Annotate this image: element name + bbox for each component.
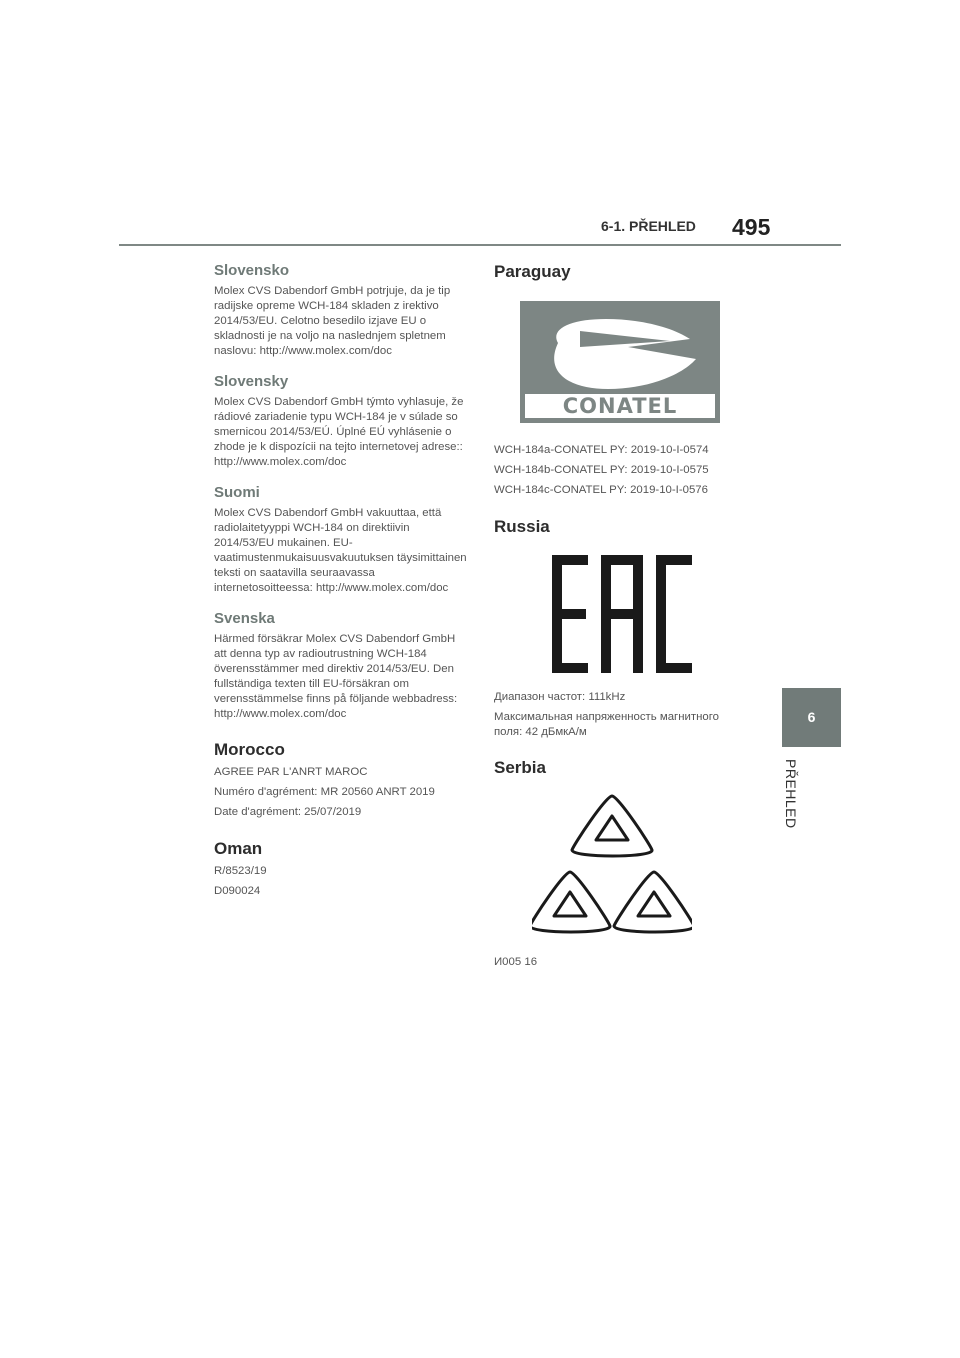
section-text-slovensko: Molex CVS Dabendorf GmbH potrjuje, da je tip radijske opreme WCH-184 skladen z irektivo 2014/53/EU. Celotno besedilo izjave EU o skladnosti je na voljo na naslednjem spletnem naslovu: http://www.molex.com/doc (214, 285, 451, 357)
header-rule (119, 244, 841, 246)
oman-line: D090024 (214, 885, 261, 897)
section-title-russia: Russia (494, 517, 550, 536)
right-column (494, 262, 756, 975)
section-text-suomi: Molex CVS Dabendorf GmbH vakuuttaa, että radiolaitetyyppi WCH-184 on direktiivin 2014/53/EU mukainen. EU-vaatimustenmukaisuusvakuutuksen täysimittainen teksti on saatavilla seuraavassa internetosoitteessa: http://www.molex.com/doc (214, 507, 467, 594)
chapter-tab: 6 (782, 688, 841, 747)
section-text-slovensky: Molex CVS Dabendorf GmbH týmto vyhlasuje, že rádiové zariadenie typu WCH-184 je v súlade so smernicou 2014/53/EÚ. Úplné EÚ vyhlásenie o zhode je k dispozícii na tejto internetovej adrese:: http://www.molex.com/doc (214, 396, 464, 468)
paraguay-line: WCH-184c-CONATEL PY: 2019-10-I-0576 (494, 484, 708, 496)
conatel-wordmark: CONATEL (525, 394, 715, 418)
paraguay-line: WCH-184a-CONATEL PY: 2019-10-I-0574 (494, 444, 709, 456)
page-number: 495 (732, 214, 771, 240)
morocco-line: AGREE PAR L'ANRT MAROC (214, 766, 368, 778)
section-title-svenska: Svenska (214, 610, 275, 627)
section-title-oman: Oman (214, 839, 263, 858)
section-title-slovensko: Slovensko (214, 262, 290, 279)
section-text-svenska: Härmed försäkrar Molex CVS Dabendorf GmbH att denna typ av radioutrustning WCH-184 överensstämmer med direktiv 2014/53/EU. Den fullständiga texten till EU-försäkran om verensstämmelse finns på följande webbadress: http://www.molex.com/doc (214, 633, 458, 720)
section-title-morocco: Morocco (214, 740, 285, 759)
section-title-suomi: Suomi (214, 484, 260, 501)
morocco-line: Date d'agrément: 25/07/2019 (214, 806, 362, 818)
left-column (214, 262, 470, 904)
morocco-line: Numéro d'agrément: MR 20560 ANRT 2019 (214, 786, 435, 798)
section-title-slovensky: Slovensky (214, 373, 289, 390)
section-title-paraguay: Paraguay (494, 262, 571, 281)
conatel-emblem-icon (520, 301, 720, 401)
paraguay-line: WCH-184b-CONATEL PY: 2019-10-I-0575 (494, 464, 709, 476)
russia-line: Диапазон частот: 111kHz (494, 691, 626, 703)
eac-mark-icon (552, 555, 692, 673)
serbia-line: И005 16 (494, 956, 538, 968)
oman-line: R/8523/19 (214, 865, 267, 877)
russia-line: Максимальная напряженность магнитного поля: 42 дБмкА/м (494, 711, 719, 738)
conatel-logo (520, 301, 720, 423)
header-section-title: 6-1. PŘEHLED (601, 218, 696, 234)
serbia-mark-icon (532, 792, 692, 938)
chapter-label: PŘEHLED (783, 759, 799, 829)
section-title-serbia: Serbia (494, 758, 546, 777)
